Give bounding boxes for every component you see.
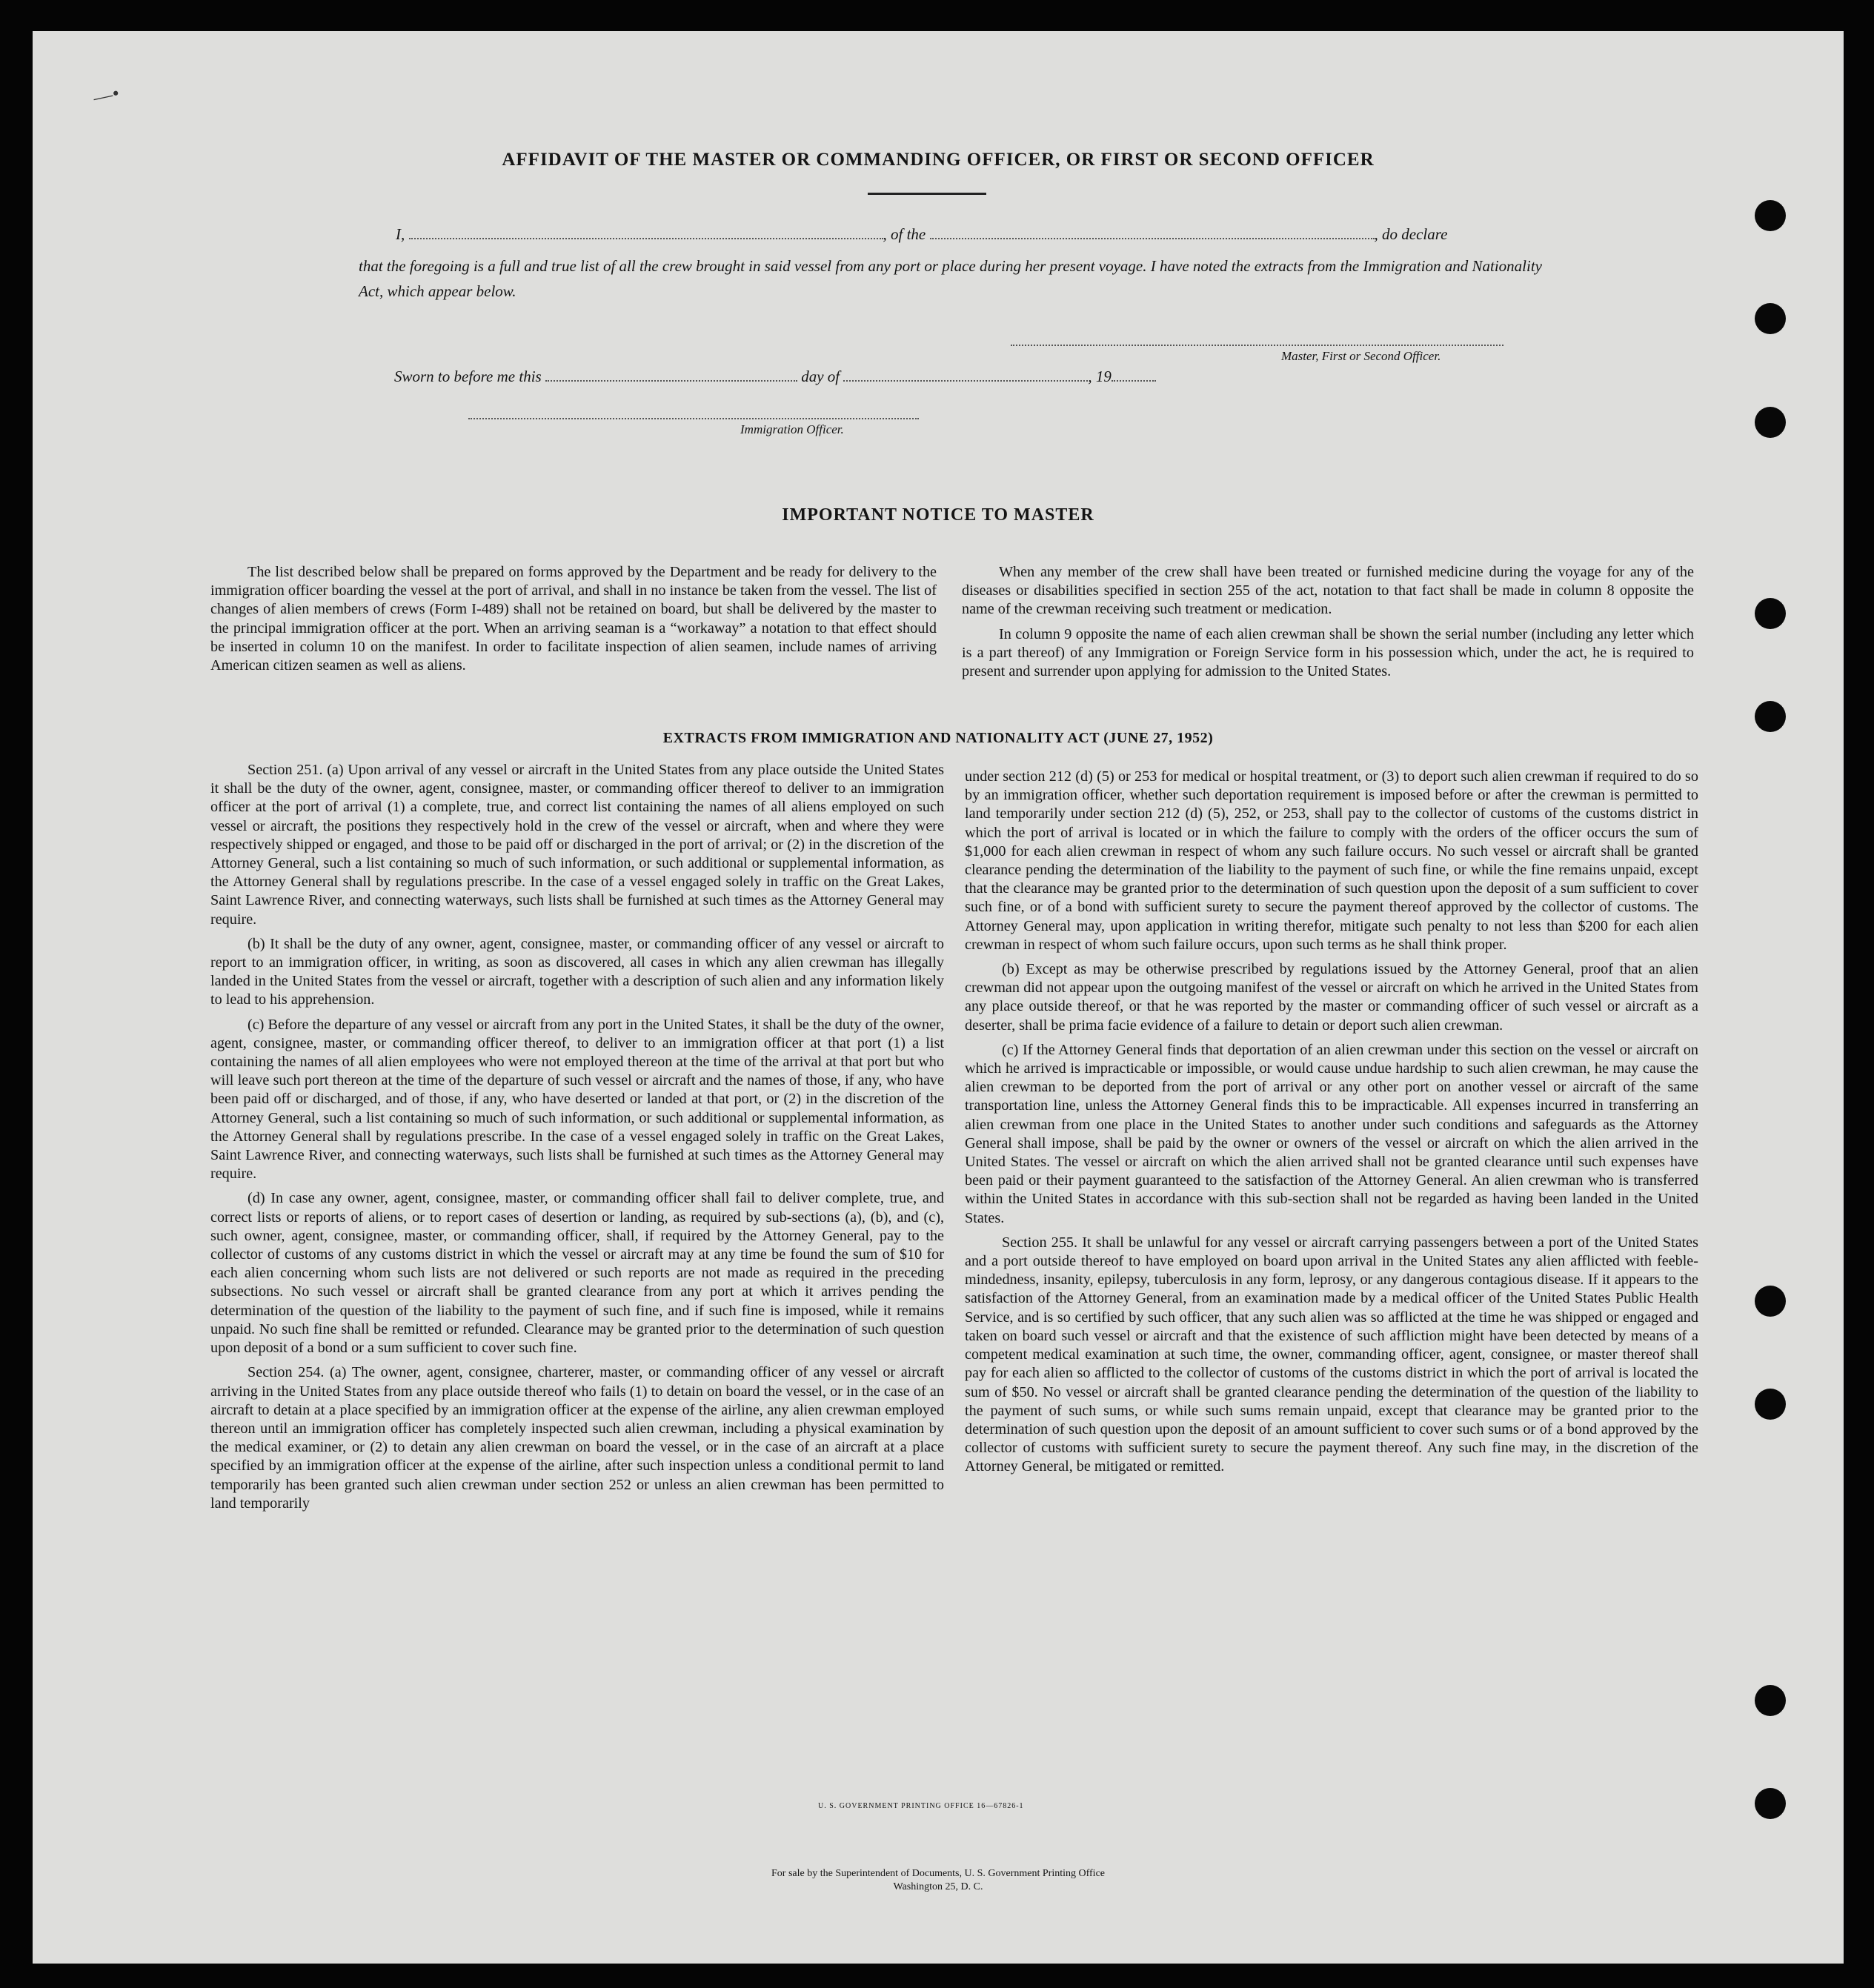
section-254-a-continued: under section 212 (d) (5) or 253 for medical or hospital treatment, or (3) to deport such alien crewman if required to do so by an immigration officer, whether such deportation requirement is imposed before or after the crewman is permitted to land temporarily under section 212 (d) (5), 252, or 253, shall pay to the collector of customs of the customs district in which the port of arrival is located or in which the failure to comply with the orders of the officer occurs the sum of $1,000 for each alien crewman in respect of whom any such failure occurs. No such vessel or aircraft shall be granted clearance pending the determination of the liability to the payment of such fine, or while the fine remains unpaid, except that the clearance may be granted prior to the determination of such question upon the deposit of a sum sufficient to cover such fine, or of a bond with sufficient surety to secure the payment thereof approved by the collector of customs. The Attorney General may, upon application in writing therefor, mitigate such penalty to not less than $200 for each alien crewman in respect of whom such failure occurs, upon such terms as he shall think proper. [965,768,1698,953]
punch-hole [1755,200,1786,231]
footer-line-2: Washington 25, D. C. [893,1881,983,1892]
footer-line-1: For sale by the Superintendent of Documents, U. S. Government Printing Office [771,1868,1105,1879]
sworn-line [394,368,1156,386]
vessel-field [930,237,1375,239]
extracts-right-column [965,768,1698,1483]
notice-left-paragraph: The list described below shall be prepared on forms approved by the Department and be ready for delivery to the immigration officer boarding the vessel at the port of arrival, and shall in no instance be taken from the vessel. The list of changes of alien members of crews (Form I-489) shall not be retained on board, but shall be delivered by the master to the principal immigration officer at the port. When an arriving seaman is a “workaway” a notation to that effect should be inserted in column 10 on the manifest. In order to facilitate inspection of alien seamen, include names of arriving American citizen seamen as well as aliens. [210,564,937,674]
day-of-label: day of [801,368,840,385]
sworn-label: Sworn to before me this [394,368,542,385]
do-declare-label: , do declare [1374,225,1448,243]
notice-title: IMPORTANT NOTICE TO MASTER [782,505,1094,525]
master-signature-caption: Master, First or Second Officer. [1281,349,1441,363]
notice-right-column [962,563,1694,687]
extracts-title: EXTRACTS FROM IMMIGRATION AND NATIONALITY ACT (JUNE 27, 1952) [662,730,1214,746]
notice-right-paragraph-2: In column 9 opposite the name of each alien crewman shall be shown the serial number (including any letter which is a part thereof) of any Immigration or Foreign Service form in his possession which, under the act, he is required to present and surrender upon applying for admission to the United States. [962,625,1694,680]
pencil-mark: —• [91,82,122,109]
sworn-day-field [545,379,797,382]
punch-hole [1755,1788,1786,1819]
officer-signature-caption: Immigration Officer. [740,422,844,436]
officer-signature-line [468,418,919,419]
section-255: Section 255. It shall be unlawful for any vessel or aircraft carrying passengers between a port of the United States and a port outside thereof to have employed on board upon arrival in the United States any alien afflicted with feeble-mindedness, insanity, epilepsy, tuberculosis in any form, leprosy, or any dangerous contagious disease. If it appears to the satisfaction of the Attorney General, from an examination made by a medical officer of the United States Public Health Service, and is so certified by such officer, that any such alien was so afflicted at the time he was shipped or engaged and taken on board such vessel or aircraft and that the existence of such affliction might have been detected by means of a competent medical examination at such time, the owner, commanding officer, agent, consignee, or master thereof shall pay for each alien so afflicted to the collector of customs of the customs district in which the port of arrival is located the sum of $50. No vessel or aircraft shall be granted clearance pending the determination of the question of the liability to the payment of such sums, or while such sums remain unpaid, except that clearance may be granted prior to the determination of such question upon the deposit of an amount sufficient to cover such sums or of a bond approved by the collector of customs with sufficient surety to secure the payment thereof. Any such fine may, in the discretion of the Attorney General, be mitigated or remitted. [965,1234,1698,1475]
section-251-b: (b) It shall be the duty of any owner, agent, consignee, master, or commanding officer of any vessel or aircraft to report to an immigration officer, in writing, as soon as discovered, all cases in which any alien crewman has illegally landed in the United States from the vessel or aircraft, together with a description of such alien and any information likely to lead to his apprehension. [210,935,944,1008]
declaration-text: that the foregoing is a full and true list of all the crew brought in said vessel from any port or place during her present voyage. I have noted the extracts from the Immigration and Nationality Act, which appear below. [359,257,1542,300]
punch-hole [1755,1685,1786,1716]
section-251-a: Section 251. (a) Upon arrival of any vessel or aircraft in the United States from any place outside the United States it shall be the duty of the owner, agent, consignee, master, or commanding officer thereof to deliver to an immigration officer at the port of arrival (1) a complete, true, and correct list containing the names of all aliens employed on such vessel or aircraft, the positions they respectively hold in the crew of the vessel or aircraft, when and where they were respectively shipped or engaged, and those to be paid off or discharged in the port of arrival; or (2) in the discretion of the Attorney General, such a list containing so much of such information, or such additional or supplemental information, as the Attorney General shall by regulations prescribe. In the case of a vessel engaged solely in traffic on the Great Lakes, Saint Lawrence River, and connecting waterways, such lists shall be furnished at such times as the Attorney General may require. [210,762,944,928]
punch-hole [1755,701,1786,732]
year-label: , 19 [1088,368,1112,385]
section-251-c: (c) Before the departure of any vessel or aircraft from any port in the United States, it shall be the duty of the owner, agent, consignee, master, or commanding officer thereof, to deliver to an immigration officer at that port (1) a list containing the names of all alien employees who were not employed thereon at the time of the arrival at that port but who will leave such port thereon at the time of the departure of such vessel or aircraft and the names of those, if any, who have been paid off or discharged, and of those, if any, who have deserted or landed at that port, or (2) in the discretion of the Attorney General, such a list containing so much of such information, or such additional or supplemental information, as the Attorney General shall by regulations prescribe. In the case of a vessel engaged solely in traffic on the Great Lakes, Saint Lawrence River, and connecting waterways, such lists shall be furnished at such times as the Attorney General may require. [210,1016,944,1183]
punch-hole [1755,407,1786,438]
document-page [33,31,1844,1964]
extracts-left-column [210,761,944,1519]
master-signature-line [1011,345,1503,346]
punch-hole [1755,598,1786,629]
section-254-b: (b) Except as may be otherwise prescribed by regulations issued by the Attorney General, proof that an alien crewman did not appear upon the outgoing manifest of the vessel or aircraft on which he arrived in the United States from any place outside thereof, or that he was reported by the master or commanding officer of such vessel or aircraft as a deserter, shall be prima facie evidence of a failure to detain or deport such alien crewman. [965,961,1698,1034]
printer-mark: U. S. GOVERNMENT PRINTING OFFICE 16—67826-1 [818,1802,1024,1810]
name-field [409,237,883,239]
punch-hole [1755,303,1786,334]
affidavit-title: AFFIDAVIT OF THE MASTER OR COMMANDING OFFICER, OR FIRST OR SECOND OFFICER [502,150,1375,170]
of-the-label: , of the [883,225,926,243]
notice-right-paragraph-1: When any member of the crew shall have been treated or furnished medicine during the voyage for any of the diseases or disabilities specified in section 255 of the act, notation to that fact shall be made in column 8 opposite the name of the crewman receiving such treatment or medication. [962,564,1694,618]
punch-hole [1755,1286,1786,1317]
i-label: I, [396,225,405,243]
notice-left-column [210,563,937,681]
footer [33,1867,1844,1894]
sworn-year-field [1112,379,1156,382]
declaration-line [396,225,1447,244]
title-rule [868,193,986,195]
section-251-d: (d) In case any owner, agent, consignee, master, or commanding officer shall fail to deliver complete, true, and correct lists or reports of aliens, or to report cases of desertion or landing, as required by sub-sections (a), (b), and (c), such owner, agent, consignee, master, or commanding officer, shall, if required by the Attorney General, pay to the collector of customs of any customs district in which the vessel or aircraft may at any time be found the sum of $10 for each alien concerning whom such lists are not delivered or such reports are not made as required in the preceding subsections. No such vessel or aircraft shall be granted clearance from any port at which it arrives pending the determination of the question of the liability to the payment of such fine, and if such fine is imposed, while it remains unpaid. No such fine shall be remitted or refunded. Clearance may be granted prior to the determination of such question upon deposit of a bond or a sum sufficient to cover such fine. [210,1190,944,1357]
sworn-month-field [843,379,1088,382]
section-254-a: Section 254. (a) The owner, agent, consignee, charterer, master, or commanding officer of any vessel or aircraft arriving in the United States from any place outside thereof who fails (1) to detain on board the vessel, or in the case of an aircraft to detain at a place specified by an immigration officer at the expense of the airline, any alien crewman employed thereon until an immigration officer has completely inspected such alien crewman, including a physical examination by the medical examiner, or (2) to detain any alien crewman on board the vessel, or in the case of an aircraft at a place specified by an immigration officer at the expense of the airline, after such inspection unless a conditional permit to land temporarily has been granted such alien crewman under section 252 or unless an alien crewman has been permitted to land temporarily [210,1364,944,1512]
punch-hole [1755,1389,1786,1420]
section-254-c: (c) If the Attorney General finds that deportation of an alien crewman under this section on the vessel or aircraft on which he arrived is impracticable or impossible, or would cause undue hardship to such alien crewman, he may cause the alien crewman to be deported from the port of arrival or any other port on another vessel or aircraft of the same transportation line, unless the Attorney General finds this to be impracticable. All expenses incurred in transferring an alien crewman from one place in the United States to another under such conditions and safeguards as the Attorney General shall impose, shall be paid by the owner or owners of the vessel or aircraft on which the alien arrived in the United States. The vessel or aircraft on which the alien arrived shall not be granted clearance until such expenses have been paid or their payment guaranteed to the satisfaction of the Attorney General. An alien crewman who is transferred within the United States in accordance with this sub-section shall not be regarded as having been landed in the United States. [965,1041,1698,1226]
